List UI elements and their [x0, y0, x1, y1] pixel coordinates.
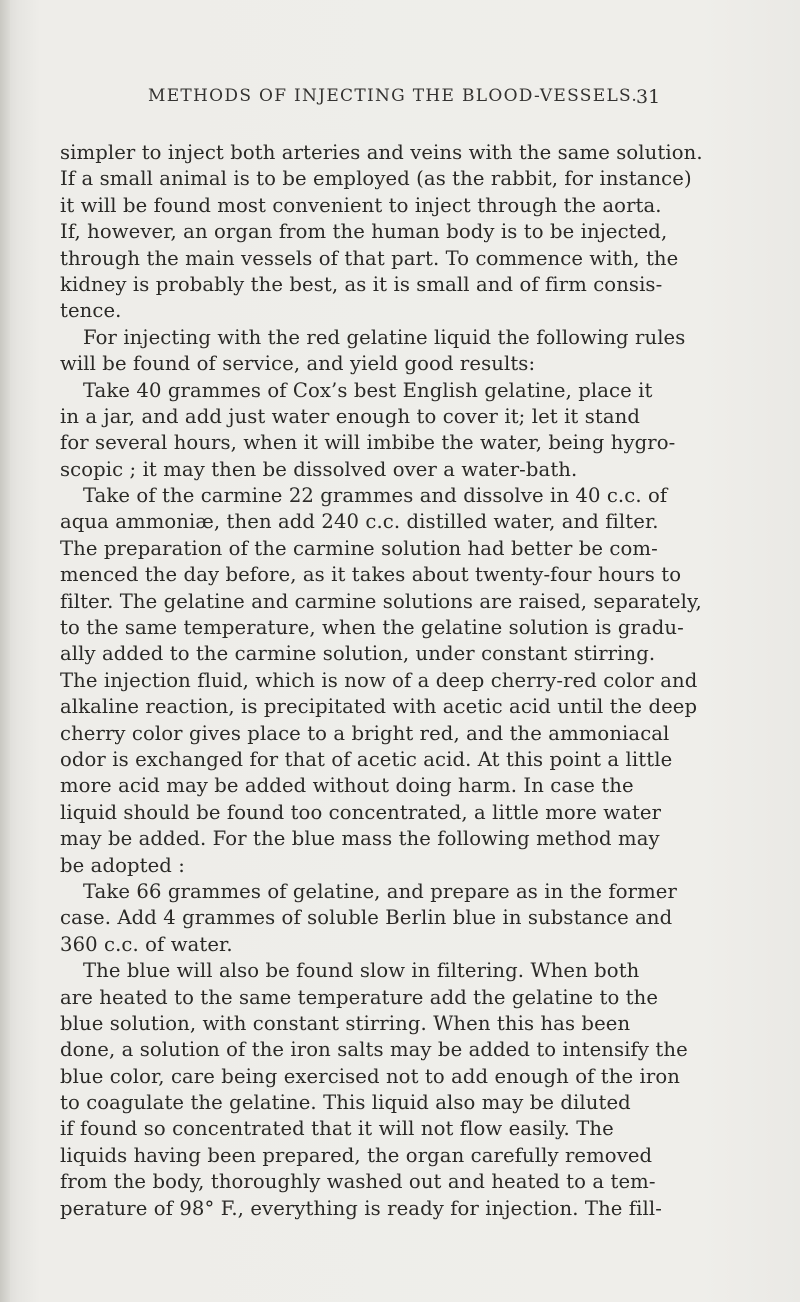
text-line: liquids having been prepared, the organ carefully removed [60, 1143, 653, 1167]
text-line: if found so concentrated that it will not flow easily. The [60, 1117, 614, 1141]
text-line: liquid should be found too concentrated, a little more water [60, 800, 662, 824]
text-line: to the same temperature, when the gelatine solution is gradu- [60, 616, 684, 640]
text-line: perature of 98° F., everything is ready for injection. The fill- [60, 1196, 662, 1220]
text-line: tence. [60, 299, 122, 323]
text-line: be adopted : [60, 853, 185, 877]
body-text [60, 140, 750, 1222]
text-line: more acid may be added without doing harm. In case the [60, 774, 634, 798]
text-line: cherry color gives place to a bright red, and the ammoniacal [60, 721, 670, 745]
text-line: done, a solution of the iron salts may be added to intensify the [60, 1038, 688, 1062]
text-line: 360 c.c. of water. [60, 932, 233, 956]
text-line: for several hours, when it will imbibe the water, being hygro- [60, 431, 676, 455]
text-line: odor is exchanged for that of acetic acid. At this point a little [60, 747, 673, 771]
text-line: through the main vessels of that part. To commence with, the [60, 246, 679, 270]
text-line: may be added. For the blue mass the following method may [60, 827, 660, 851]
paragraph-start-line: The blue will also be found slow in filtering. When both [83, 959, 640, 983]
text-line: The injection fluid, which is now of a deep cherry-red color and [60, 668, 698, 692]
text-line: alkaline reaction, is precipitated with acetic acid until the deep [60, 695, 698, 719]
paragraph-start-line: Take 40 grammes of Cox’s best English gelatine, place it [83, 378, 653, 402]
text-line: in a jar, and add just water enough to cover it; let it stand [60, 404, 641, 428]
text-line: kidney is probably the best, as it is small and of firm consis- [60, 272, 663, 296]
text-line: will be found of service, and yield good results: [60, 352, 536, 376]
paragraph-start-line: Take of the carmine 22 grammes and dissolve in 40 c.c. of [83, 484, 668, 508]
page-binding-shadow [0, 0, 10, 1302]
text-line: case. Add 4 grammes of soluble Berlin blue in substance and [60, 906, 673, 930]
paragraph-start-line: For injecting with the red gelatine liquid the following rules [83, 325, 686, 349]
text-line: are heated to the same temperature add the gelatine to the [60, 985, 659, 1009]
text-line: it will be found most convenient to inject through the aorta. [60, 193, 662, 217]
text-line: blue color, care being exercised not to add enough of the iron [60, 1064, 680, 1088]
text-line: filter. The gelatine and carmine solutions are raised, separately, [60, 589, 702, 613]
text-line: from the body, thoroughly washed out and heated to a tem- [60, 1170, 656, 1194]
text-line: blue solution, with constant stirring. When this has been [60, 1011, 631, 1035]
text-line: ally added to the carmine solution, under constant stirring. [60, 642, 656, 666]
running-head: METHODS OF INJECTING THE BLOOD-VESSELS. [148, 86, 639, 106]
text-line: If a small animal is to be employed (as the rabbit, for instance) [60, 167, 692, 191]
text-line: to coagulate the gelatine. This liquid also may be diluted [60, 1091, 631, 1115]
text-line: menced the day before, as it takes about twenty-four hours to [60, 563, 682, 587]
text-line: aqua ammoniæ, then add 240 c.c. distilled water, and filter. [60, 510, 659, 534]
text-line: The preparation of the carmine solution had better be com- [60, 536, 658, 560]
paragraph-start-line: Take 66 grammes of gelatine, and prepare as in the former [83, 879, 677, 903]
page-number: 31 [636, 86, 661, 108]
text-line: If, however, an organ from the human body is to be injected, [60, 220, 668, 244]
text-line: simpler to inject both arteries and veins with the same solution. [60, 141, 703, 164]
text-line: scopic ; it may then be dissolved over a water-bath. [60, 457, 578, 481]
